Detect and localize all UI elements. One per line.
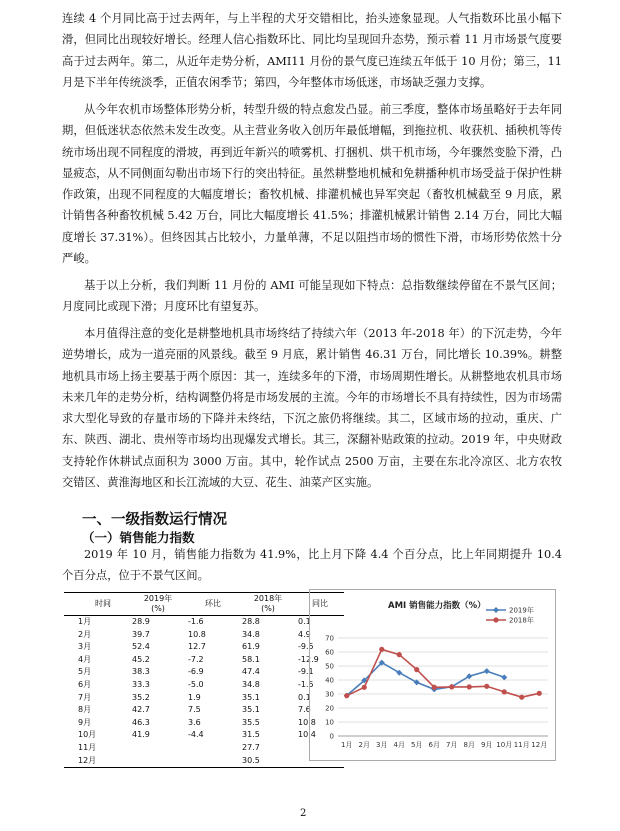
x-tick-label: 8月 — [463, 741, 475, 749]
y-tick-label: 40 — [325, 676, 334, 685]
x-tick-label: 2月 — [358, 741, 370, 749]
sales-index-table — [64, 592, 344, 768]
table-cell: 4.9 — [298, 629, 311, 639]
section-heading: 一、一级指数运行情况 — [82, 512, 227, 528]
table-cell: 38.3 — [132, 667, 150, 677]
data-point — [344, 693, 349, 698]
data-point — [484, 684, 489, 689]
table-row — [64, 654, 344, 667]
paragraph-tillage-market: 本月值得注意的变化是耕整地机具市场终结了持续六年（2013 年-2018 年）的下沉走势，今年逆势增长，成为一道亮丽的风景线。截至 9 月底，累计销售 46.31 万台，同比增长 10.39%。耕整地机具市场上扬主要基于两个原因：其一，连续多年的下滑，市场周期性增长。从耕整地农机具市场未来几年的走势分析，结构调整仍将是市场发展的主流。今年的市场增长不具有持续性，因为市场需求大型化导致的存量市场的下降并未终结，下沉之旅仍将继续。其二，区域市场的拉动，重庆、广东、陕西、湖北、贵州等市场均出现爆发式增长。其三，深翻补贴政策的拉动。2019 年，中央财政支持轮作休耕试点面积为 3000 万亩。其中，轮作试点 2500 万亩，主要在东北冷凉区、北方农牧交错区、黄淮海地区和长江流域的大豆、花生、油菜产区实施。 — [62, 327, 562, 490]
table-header-cell: 2018年 (%) — [240, 593, 296, 616]
table-cell: 27.7 — [242, 742, 260, 752]
y-tick-label: 60 — [325, 648, 334, 657]
table-cell: 42.7 — [132, 705, 150, 715]
table-cell: 35.5 — [242, 717, 260, 727]
table-cell: -6.9 — [188, 667, 204, 677]
x-tick-label: 5月 — [411, 741, 423, 749]
x-tick-label: 9月 — [481, 741, 493, 749]
data-point — [519, 695, 524, 700]
table-cell: 12.7 — [188, 642, 206, 652]
paragraph-market-analysis: 从今年农机市场整体形势分析，转型升级的特点愈发凸显。前三季度，整体市场虽略好于去年同期，但低迷状态依然未发生改变。从主营业务收入创历年最低增幅，到拖拉机、收获机、插秧机等传统市场出现不同程度的滑坡，再到近年新兴的喷雾机、打捆机、烘干机市场，今年骤然变脸下滑，凸显疲态，从不同侧面勾勒出市场下行的突出特征。虽然耕整地机械和免耕播种机市场受益于保护性耕作政策，出现不同程度的大幅度增长；畜牧机械、排灌机械也异军突起（畜牧机械截至 9 月底，累计销售各种畜牧机械 5.42 万台，同比大幅度增长 41.5%；排灌机械累计销售 2.14 万台，同比大幅度增长 37.31%）。但终因其占比较小，力量单薄，不足以阻挡市场的惯性下滑，市场形势依然十分严峻。 — [62, 103, 562, 266]
table-cell: 30.5 — [240, 755, 296, 768]
table-cell: 7月 — [78, 692, 92, 702]
table-cell: 7.5 — [188, 705, 201, 715]
table-header-row — [64, 593, 344, 616]
table-cell: 28.8 — [242, 617, 260, 626]
data-point — [467, 684, 472, 689]
table-header-cell: 2019年 (%) — [130, 593, 186, 616]
table-cell: -4.4 — [188, 730, 204, 740]
table-cell: 3.6 — [188, 717, 201, 727]
table-cell: 3月 — [78, 642, 92, 652]
table-cell: 12月 — [64, 755, 130, 768]
table-cell: 58.1 — [242, 654, 260, 664]
table-cell: 8月 — [78, 705, 92, 715]
table-cell: 10.8 — [298, 717, 316, 727]
table-cell: 33.3 — [132, 679, 150, 689]
table-cell: 5月 — [78, 667, 92, 677]
x-tick-label: 10月 — [496, 741, 513, 749]
data-point — [379, 647, 384, 652]
chart-title: AMI 销售能力指数（%） — [388, 601, 486, 611]
table-row — [64, 755, 344, 768]
table-cell — [130, 755, 186, 768]
y-tick-label: 50 — [325, 662, 334, 671]
paragraph-sales-index: 2019 年 10 月，销售能力指数为 41.9%，比上月下降 4.4 个百分点，比上年同期提升 10.4 个百分点，位于不景气区间。 — [62, 548, 562, 583]
table-cell: 39.7 — [132, 629, 150, 639]
table-cell — [130, 742, 186, 755]
table-row — [64, 704, 344, 717]
table-cell: 35.1 — [242, 705, 260, 715]
table-cell: 34.8 — [242, 679, 260, 689]
table-header-cell: 同比 — [296, 593, 344, 616]
legend-label: 2018年 — [509, 616, 534, 625]
x-tick-label: 11月 — [513, 741, 530, 749]
table-cell: 45.2 — [132, 654, 150, 664]
table-cell: 52.4 — [132, 642, 150, 652]
table-cell: -9.5 — [298, 642, 314, 652]
legend-label: 2019年 — [509, 606, 534, 615]
table-row — [64, 742, 344, 755]
paragraph-judgement: 基于以上分析，我们判断 11 月份的 AMI 可能呈现如下特点：总指数继续停留在不景气区间；月度同比或现下滑；月度环比有望复苏。 — [62, 279, 562, 314]
table-cell: 10.8 — [188, 629, 206, 639]
table-cell: 4月 — [78, 654, 92, 664]
table-cell: 28.9 — [132, 617, 150, 626]
table-row — [64, 629, 344, 642]
table-cell: 35.1 — [242, 692, 260, 702]
table-row — [64, 679, 344, 692]
x-tick-label: 12月 — [531, 741, 548, 749]
table-cell: 11月 — [78, 742, 97, 752]
table-cell: 34.8 — [242, 629, 260, 639]
y-tick-label: 20 — [325, 704, 334, 713]
x-tick-label: 4月 — [393, 741, 405, 749]
table-row — [64, 616, 344, 629]
subsection-heading: （一）销售能力指数 — [82, 530, 195, 545]
legend-marker — [493, 607, 499, 613]
table-cell: 10月 — [78, 730, 97, 740]
table-row — [64, 641, 344, 654]
data-point — [537, 691, 542, 696]
table-row — [64, 729, 344, 742]
data-point — [484, 668, 490, 674]
table-cell — [186, 742, 240, 755]
y-tick-label: 30 — [325, 690, 334, 699]
table-cell: 10.4 — [298, 730, 316, 740]
chart-frame — [309, 589, 556, 761]
page-number: 2 — [300, 808, 307, 819]
data-point — [502, 689, 507, 694]
x-tick-label: 1月 — [341, 741, 353, 749]
y-tick-label: 0 — [329, 732, 334, 741]
sales-index-chart — [310, 590, 555, 760]
x-tick-label: 7月 — [446, 741, 458, 749]
data-point — [449, 684, 454, 689]
table-cell: 31.5 — [242, 730, 260, 740]
series-line-1 — [347, 649, 540, 697]
table-cell — [186, 755, 240, 768]
table-cell: -5.0 — [188, 679, 204, 689]
table-cell: 1月 — [78, 617, 92, 626]
data-point — [414, 667, 419, 672]
table-cell: 47.4 — [242, 667, 260, 677]
table-cell: 2月 — [78, 629, 92, 639]
table-cell: 46.3 — [132, 717, 150, 727]
legend-marker — [493, 617, 498, 622]
table-cell: -1.5 — [298, 679, 314, 689]
data-point — [432, 685, 437, 690]
y-tick-label: 70 — [325, 634, 334, 643]
table-cell: 0.1 — [298, 692, 311, 702]
table-cell: 0.1 — [298, 617, 311, 626]
table-cell: -1.6 — [188, 617, 204, 626]
table-cell: 1.9 — [188, 692, 201, 702]
table-cell: 61.9 — [242, 642, 260, 652]
table-cell: 7.6 — [298, 705, 311, 715]
paragraph-forecast-points: 连续 4 个月同比高于过去两年，与上半程的犬牙交错相比，抬头迹象显现。人气指数环比虽小幅下滑，但同比出现较好增长。经理人信心指数环比、同比均呈现回升态势，预示着 11 月市场景气度要高于过去两年。第二，从近年走势分析，AMI11 月份的景气度已连续五年低于 10 月份；第三，11 月是下半年传统淡季，正值农闲季节；第四，今年整体市场低迷，市场缺乏强力支撑。 — [62, 12, 562, 89]
table-cell: -7.2 — [188, 654, 204, 664]
table-row — [64, 692, 344, 705]
table-cell: -9.1 — [298, 667, 314, 677]
table-cell: 9月 — [78, 717, 92, 727]
y-tick-label: 10 — [325, 718, 334, 727]
x-tick-label: 6月 — [428, 741, 440, 749]
x-tick-label: 3月 — [376, 741, 388, 749]
table-cell: -12.9 — [298, 654, 319, 664]
table-header-cell: 时间 — [64, 593, 130, 616]
table-cell: 6月 — [78, 679, 92, 689]
data-point — [362, 685, 367, 690]
data-point — [397, 652, 402, 657]
table-cell: 41.9 — [132, 730, 150, 740]
table-cell: 35.2 — [132, 692, 150, 702]
table-row — [64, 666, 344, 679]
data-point — [501, 674, 507, 680]
table-header-cell: 环比 — [186, 593, 240, 616]
table-row — [64, 717, 344, 730]
